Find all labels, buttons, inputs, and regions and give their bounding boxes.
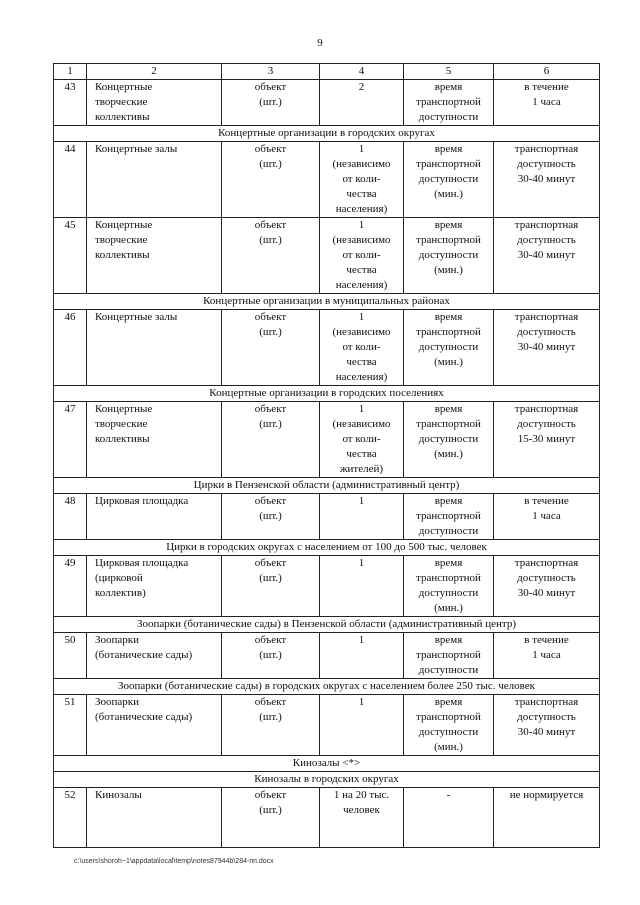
section-title: Цирки в городских округах с населением от 100 до 500 тыс. человек (54, 540, 600, 556)
table-cell: 2 (320, 80, 404, 126)
norms-table (53, 63, 600, 848)
table-cell: 50 (54, 633, 87, 679)
table-cell: Концертные залы (87, 142, 222, 218)
section-title: Кинозалы в городских округах (54, 772, 600, 788)
table-cell: Концертные залы (87, 310, 222, 386)
table-cell: транспортная доступность 30-40 минут (494, 556, 600, 617)
table-cell: 43 (54, 80, 87, 126)
table-cell: в течение 1 часа (494, 633, 600, 679)
table-row (54, 695, 600, 756)
section-title: Зоопарки (ботанические сады) в городских округах с населением более 250 тыс. человек (54, 679, 600, 695)
table-cell: 1 на 20 тыс. человек (320, 788, 404, 848)
table-row (54, 788, 600, 848)
table-cell: время транспортной доступности (404, 633, 494, 679)
table-cell: 52 (54, 788, 87, 848)
table-cell: Кинозалы (87, 788, 222, 848)
section-header-row (54, 679, 600, 695)
table-row (54, 310, 600, 386)
table-cell: в течение 1 часа (494, 494, 600, 540)
table-cell: 1 (320, 633, 404, 679)
table-header-row (54, 64, 600, 80)
table-row (54, 402, 600, 478)
section-title: Концертные организации в городских поселениях (54, 386, 600, 402)
header-cell: 3 (222, 64, 320, 80)
table-cell: Зоопарки (ботанические сады) (87, 633, 222, 679)
header-cell: 4 (320, 64, 404, 80)
table-cell: объект (шт.) (222, 788, 320, 848)
table-cell: время транспортной доступности (мин.) (404, 310, 494, 386)
table-cell: объект (шт.) (222, 310, 320, 386)
header-cell: 5 (404, 64, 494, 80)
table-cell: время транспортной доступности (мин.) (404, 142, 494, 218)
table-cell: в течение 1 часа (494, 80, 600, 126)
section-header-row (54, 756, 600, 772)
table-cell: Концертные творческие коллективы (87, 402, 222, 478)
table-cell: Концертные творческие коллективы (87, 218, 222, 294)
page-number: 9 (317, 37, 323, 49)
table-cell: 48 (54, 494, 87, 540)
section-header-row (54, 617, 600, 633)
table-row (54, 142, 600, 218)
table-cell: 1 (независимо от коли- чества жителей) (320, 402, 404, 478)
table-cell: 46 (54, 310, 87, 386)
table-cell: объект (шт.) (222, 695, 320, 756)
table-cell: 1 (независимо от коли- чества населения) (320, 310, 404, 386)
table-cell: объект (шт.) (222, 142, 320, 218)
table-cell: объект (шт.) (222, 218, 320, 294)
table-row (54, 80, 600, 126)
table-cell: объект (шт.) (222, 633, 320, 679)
table-cell: 1 (независимо от коли- чества населения) (320, 218, 404, 294)
table-cell: транспортная доступность 30-40 минут (494, 310, 600, 386)
section-title: Концертные организации в городских округах (54, 126, 600, 142)
table-cell: 1 (320, 556, 404, 617)
table-cell: Цирковая площадка (цирковой коллектив) (87, 556, 222, 617)
section-title: Цирки в Пензенской области (административный центр) (54, 478, 600, 494)
table-cell: Концертные творческие коллективы (87, 80, 222, 126)
section-header-row (54, 772, 600, 788)
table-cell: 1 (320, 695, 404, 756)
table-row (54, 633, 600, 679)
table-cell: 47 (54, 402, 87, 478)
table-cell: время транспортной доступности (мин.) (404, 556, 494, 617)
table-cell: объект (шт.) (222, 402, 320, 478)
table-cell: 51 (54, 695, 87, 756)
table-cell: 49 (54, 556, 87, 617)
file-path-footer: c:\users\shoroh~1\appdata\local\temp\notes87944b\284-пп.docx (74, 858, 274, 865)
table-cell: время транспортной доступности (404, 494, 494, 540)
section-title: Концертные организации в муниципальных районах (54, 294, 600, 310)
header-cell: 2 (87, 64, 222, 80)
table-cell: транспортная доступность 30-40 минут (494, 218, 600, 294)
table-cell: время транспортной доступности (мин.) (404, 402, 494, 478)
section-header-row (54, 294, 600, 310)
table-cell: 45 (54, 218, 87, 294)
table-cell: Зоопарки (ботанические сады) (87, 695, 222, 756)
table-cell: время транспортной доступности (мин.) (404, 695, 494, 756)
section-header-row (54, 386, 600, 402)
table-cell: транспортная доступность 30-40 минут (494, 695, 600, 756)
section-title: Кинозалы <*> (54, 756, 600, 772)
section-title: Зоопарки (ботанические сады) в Пензенской области (административный центр) (54, 617, 600, 633)
table-cell: 1 (независимо от коли- чества населения) (320, 142, 404, 218)
header-cell: 6 (494, 64, 600, 80)
table-cell: транспортная доступность 15-30 минут (494, 402, 600, 478)
table-cell: объект (шт.) (222, 556, 320, 617)
table-body (54, 64, 600, 848)
table-row (54, 556, 600, 617)
table-row (54, 218, 600, 294)
header-cell: 1 (54, 64, 87, 80)
table-cell: объект (шт.) (222, 494, 320, 540)
table-cell: транспортная доступность 30-40 минут (494, 142, 600, 218)
table-cell: Цирковая площадка (87, 494, 222, 540)
table-row (54, 494, 600, 540)
table-cell: время транспортной доступности (404, 80, 494, 126)
section-header-row (54, 540, 600, 556)
table-cell: время транспортной доступности (мин.) (404, 218, 494, 294)
table-cell: 44 (54, 142, 87, 218)
table-cell: 1 (320, 494, 404, 540)
table-cell: не нормируется (494, 788, 600, 848)
table-cell: объект (шт.) (222, 80, 320, 126)
table-cell: - (404, 788, 494, 848)
section-header-row (54, 126, 600, 142)
section-header-row (54, 478, 600, 494)
